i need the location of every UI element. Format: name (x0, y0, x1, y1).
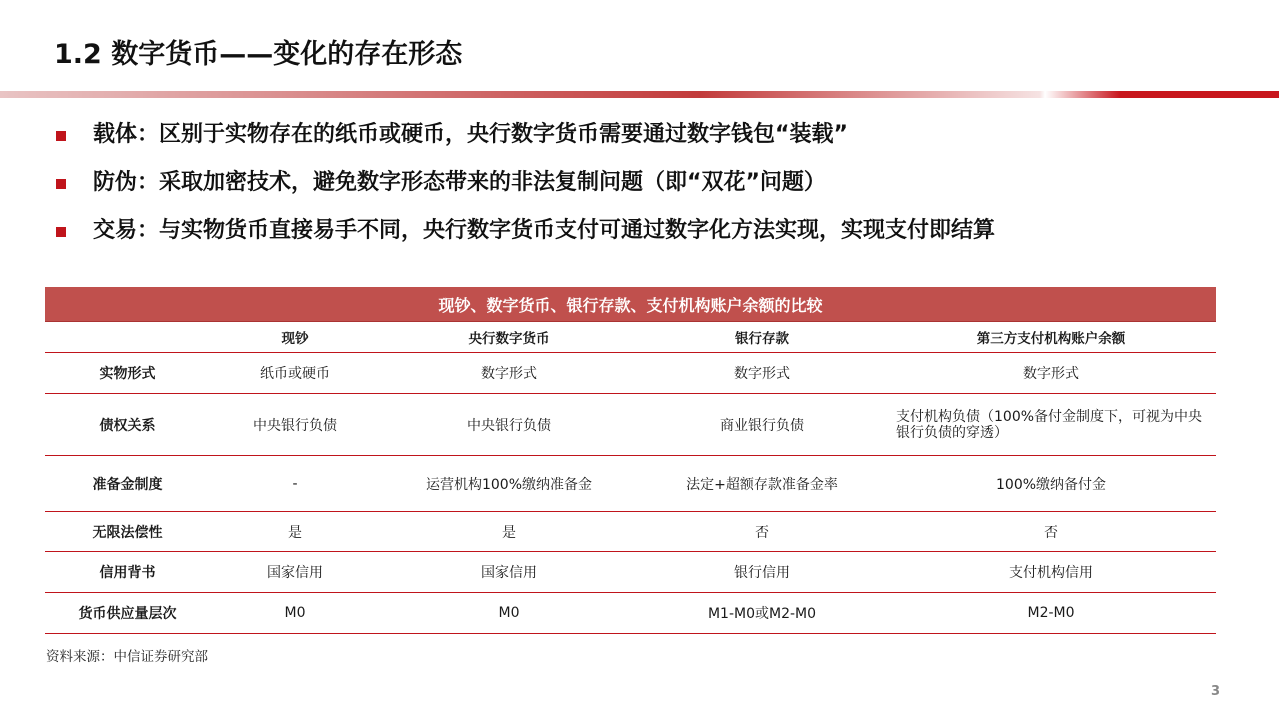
table-cell: 数字形式 (638, 353, 886, 394)
table-cell: 支付机构信用 (886, 552, 1216, 593)
table-cell: M2-M0 (886, 593, 1216, 634)
bullet-text: 载体：区别于实物存在的纸币或硬币，央行数字货币需要通过数字钱包“装载” (93, 122, 848, 147)
table-row (45, 353, 1216, 394)
source-note: 资料来源：中信证券研究部 (46, 649, 208, 665)
row-label: 债权关系 (45, 394, 210, 456)
bullet-item (52, 118, 995, 166)
table-header-row (45, 322, 1216, 353)
table-cell: 银行信用 (638, 552, 886, 593)
table-cell: 是 (210, 512, 380, 552)
header-cell-empty (45, 322, 210, 353)
table-cell: 数字形式 (380, 353, 638, 394)
table-cell: 国家信用 (210, 552, 380, 593)
table-cell: 是 (380, 512, 638, 552)
bullet-square-icon (56, 227, 66, 237)
table-cell: 否 (886, 512, 1216, 552)
page-number: 3 (1211, 684, 1221, 699)
comparison-table (45, 287, 1216, 634)
title-underline-bar (0, 91, 1279, 98)
table-cell: 支付机构负债（100%备付金制度下，可视为中央银行负债的穿透） (886, 394, 1216, 456)
header-cell-bank-deposit: 银行存款 (638, 322, 886, 353)
bullet-text: 交易：与实物货币直接易手不同，央行数字货币支付可通过数字化方法实现，实现支付即结算 (93, 218, 996, 243)
bullet-text: 防伪：采取加密技术，避免数字形态带来的非法复制问题（即“双花”问题） (93, 170, 826, 195)
table-cell: 运营机构100%缴纳准备金 (380, 456, 638, 512)
slide-title: 1.2 数字货币——变化的存在形态 (54, 39, 463, 70)
table-row (45, 456, 1216, 512)
bullet-list (52, 118, 995, 262)
table-cell: M1-M0或M2-M0 (638, 593, 886, 634)
bullet-item (52, 166, 995, 214)
row-label: 实物形式 (45, 353, 210, 394)
header-cell-cbdc: 央行数字货币 (380, 322, 638, 353)
table-cell: 商业银行负债 (638, 394, 886, 456)
row-label: 无限法偿性 (45, 512, 210, 552)
row-label: 货币供应量层次 (45, 593, 210, 634)
row-label: 信用背书 (45, 552, 210, 593)
table-cell: 中央银行负债 (380, 394, 638, 456)
table-row (45, 512, 1216, 552)
row-label: 准备金制度 (45, 456, 210, 512)
header-cell-cash: 现钞 (210, 322, 380, 353)
bullet-square-icon (56, 179, 66, 189)
header-cell-third-party: 第三方支付机构账户余额 (886, 322, 1216, 353)
table-cell: 数字形式 (886, 353, 1216, 394)
table-cell: - (210, 456, 380, 512)
table-cell: 纸币或硬币 (210, 353, 380, 394)
table-row (45, 593, 1216, 634)
bullet-square-icon (56, 131, 66, 141)
bullet-item (52, 214, 995, 262)
table-cell: M0 (380, 593, 638, 634)
table-cell: 否 (638, 512, 886, 552)
table-row (45, 552, 1216, 593)
table-cell: 国家信用 (380, 552, 638, 593)
table-cell: 中央银行负债 (210, 394, 380, 456)
table-row (45, 394, 1216, 456)
table-cell: 100%缴纳备付金 (886, 456, 1216, 512)
table-cell: M0 (210, 593, 380, 634)
table-caption: 现钞、数字货币、银行存款、支付机构账户余额的比较 (45, 288, 1216, 322)
table-cell: 法定+超额存款准备金率 (638, 456, 886, 512)
